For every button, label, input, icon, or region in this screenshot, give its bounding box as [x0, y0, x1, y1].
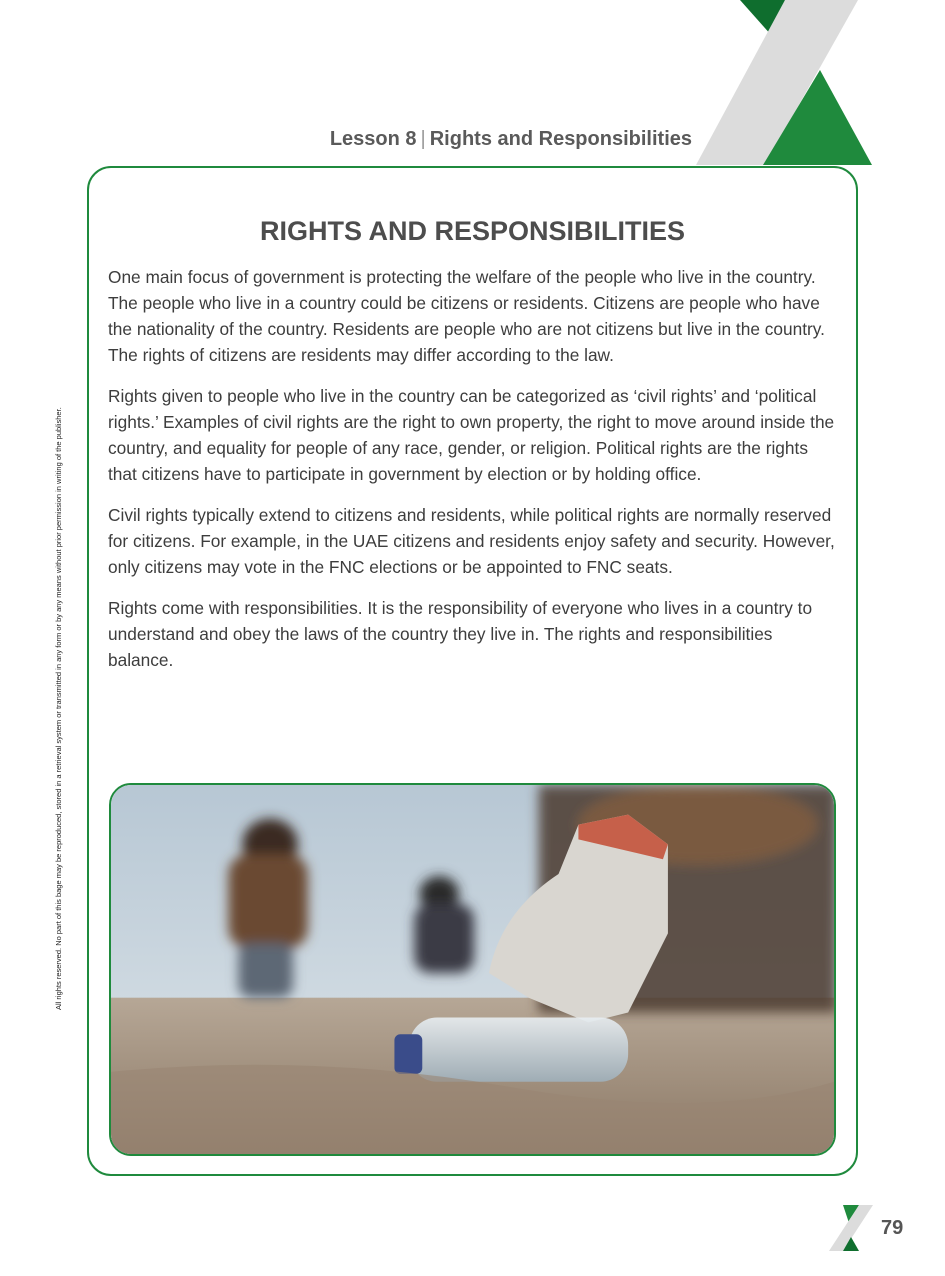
lesson-title: Rights and Responsibilities	[429, 128, 692, 150]
paragraph: Rights come with responsibilities. It is the responsibility of everyone who lives in a country to understand and obey the laws of the country they live in. The rights and responsibilities balance.	[108, 598, 813, 670]
paragraph: Civil rights typically extend to citizens and residents, while political rights are normally reserved for citizens. For example, in the UAE citizens and residents enjoy safety and security. However, only citizens may vote in the FNC elections or be appointed to FNC seats.	[108, 505, 835, 577]
body-text	[108, 264, 838, 688]
paragraph: One main focus of government is protecting the welfare of the people who live in the country. The people who live in a country could be citizens or residents. Citizens are people who have the nationality of the country. Residents are people who are not citizens but live in the country. The rights of citizens are residents may differ according to the law.	[108, 267, 825, 365]
page-number: 79	[881, 1217, 904, 1239]
corner-brand-logo	[690, 0, 890, 170]
page-logo-icon	[829, 1205, 873, 1251]
lesson-label: Lesson 8	[329, 128, 417, 150]
page-title: RIGHTS AND RESPONSIBILITIES	[259, 216, 686, 246]
copyright-note: All rights reserved. No part of this bage may be reproduced, stored in a retrieval system or transmitted in any form or by any means without prior permission in writing of the publisher.	[54, 407, 63, 1010]
header-separator: |	[420, 128, 426, 150]
lesson-header	[330, 128, 692, 151]
content-card	[87, 166, 858, 1176]
beach-cleanup-photo	[109, 783, 836, 1156]
paragraph: Rights given to people who live in the country can be categorized as ‘civil rights’ and ‘political rights.’ Examples of civil rights are the right to own property, the right to move around inside the country, and equality for people of any race, gender, or religion. Political rights are the rights that citizens have to participate in government by election or by holding office.	[108, 386, 835, 484]
